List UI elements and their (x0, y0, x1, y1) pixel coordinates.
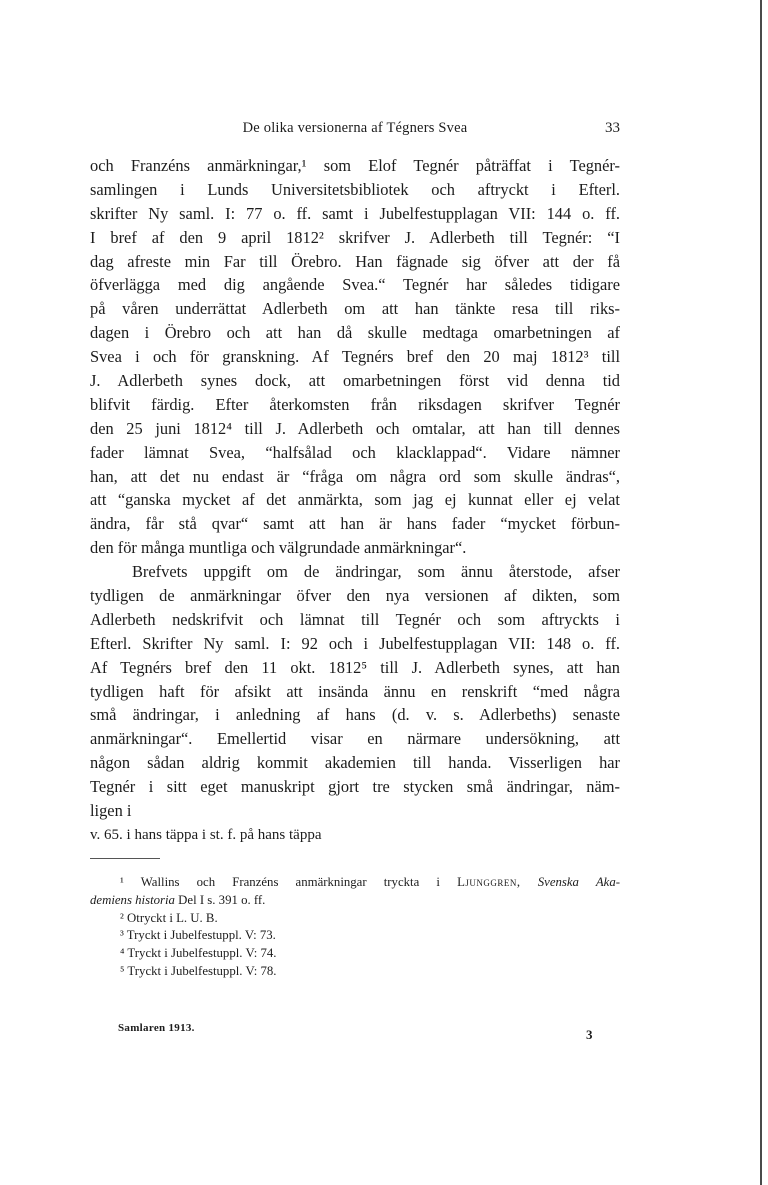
body-line: ändra, får stå qvar“ samt att han är hans fader “mycket förbun- (90, 514, 620, 534)
footnote-divider (90, 858, 160, 859)
footnote-1-text: Wallins och Franzéns anmärkningar tryckta i (140, 875, 440, 889)
body-line: han, att det nu endast är “fråga om några ord som skulle ändras“, (90, 466, 620, 486)
body-line: tydligen haft för afsikt att insända ännu en renskrift “med några (90, 681, 620, 701)
footnote-4: ⁴ Tryckt i Jubelfestuppl. V: 74. (120, 946, 277, 961)
footnote-1-continued (90, 892, 620, 910)
footnote-5: ⁵ Tryckt i Jubelfestuppl. V: 78. (120, 963, 277, 978)
signature-mark: Samlaren 1913. (118, 1022, 195, 1034)
body-line: anmärkningar“. Emellertid visar en närmare undersökning, att (90, 729, 620, 749)
body-line: öfverlägga med dig angående Svea.“ Tegnér har således tidigare (90, 275, 620, 295)
sheet-number: 3 (586, 1027, 593, 1042)
body-line: dag afreste min Far till Örebro. Han fägnade sig öfver att der få (90, 251, 620, 271)
footnote-3: ³ Tryckt i Jubelfestuppl. V: 73. (120, 928, 276, 943)
footnote-2: ² Otryckt i L. U. B. (120, 910, 218, 925)
body-line: den 25 juni 1812⁴ till J. Adlerbeth och omtalar, att han till dennes (90, 418, 620, 438)
body-line: Efterl. Skrifter Ny saml. I: 92 och i Jubelfestupplagan VII: 148 o. ff. (90, 633, 620, 653)
body-line: den för många muntliga och välgrundade anmärkningar“. (90, 538, 467, 558)
footnote-1 (90, 874, 620, 892)
body-line: Adlerbeth nedskrifvit och lämnat till Tegnér och som aftryckts i (90, 609, 620, 629)
body-line: dagen i Örebro och att han då skulle medtaga omarbetningen af (90, 323, 620, 343)
body-line: blifvit färdig. Efter återkomsten från riksdagen skrifver Tegnér (90, 394, 620, 414)
body-line: J. Adlerbeth synes dock, att omarbetningen först vid denna tid (90, 371, 620, 391)
body-line: Af Tegnérs bref den 11 okt. 1812⁵ till J. Adlerbeth synes, att han (90, 657, 620, 677)
body-line: samlingen i Lunds Universitetsbibliotek och aftryckt i Efterl. (90, 179, 620, 199)
footnote-1-cont-rest: Del I s. 391 o. ff. (178, 892, 266, 907)
body-line: skrifter Ny saml. I: 77 o. ff. samt i Jubelfestupplagan VII: 144 o. ff. (90, 203, 620, 223)
footnote-1-cont-title: demiens historia (90, 892, 175, 907)
running-header (90, 120, 620, 142)
body-line: fader lämnat Svea, “halfsålad och klacklappad“. Vidare nämner (90, 442, 620, 462)
body-line: någon sådan aldrig kommit akademien till handa. Visserligen har (90, 753, 620, 773)
body-line: Brefvets uppgift om de ändringar, som ännu återstode, afser (132, 562, 620, 582)
footnote-1-number: ¹ (120, 875, 124, 889)
body-text (90, 154, 620, 823)
page-number: 33 (605, 120, 620, 136)
body-line: på våren underrättat Adlerbeth om att han tänkte resa till riks- (90, 299, 620, 319)
footnotes (90, 874, 620, 981)
footnote-1-title: Svenska Aka- (537, 875, 620, 889)
footnote-1-author: Ljunggren, (457, 875, 521, 889)
page-edge (760, 0, 762, 1185)
verse-line: v. 65. i hans täppa i st. f. på hans täppa (90, 827, 322, 843)
body-line: små ändringar, i anledning af hans (d. v. s. Adlerbeths) senaste (90, 705, 620, 725)
body-line: tydligen de anmärkningar öfver den nya versionen af dikten, som (90, 586, 620, 606)
body-line: att “ganska mycket af det anmärkta, som jag ej kunnat eller ej velat (90, 490, 620, 510)
body-line: I bref af den 9 april 1812² skrifver J. Adlerbeth till Tegnér: “I (90, 227, 620, 247)
body-line: Tegnér i sitt eget manuskript gjort tre stycken små ändringar, näm- (90, 777, 620, 797)
body-line: Svea i och för granskning. Af Tegnérs bref den 20 maj 1812³ till (90, 347, 620, 367)
body-line: ligen i (90, 801, 132, 821)
running-title: De olika versionerna af Tégners Svea (242, 120, 468, 136)
body-line: och Franzéns anmärkningar,¹ som Elof Tegnér påträffat i Tegnér- (90, 156, 620, 175)
